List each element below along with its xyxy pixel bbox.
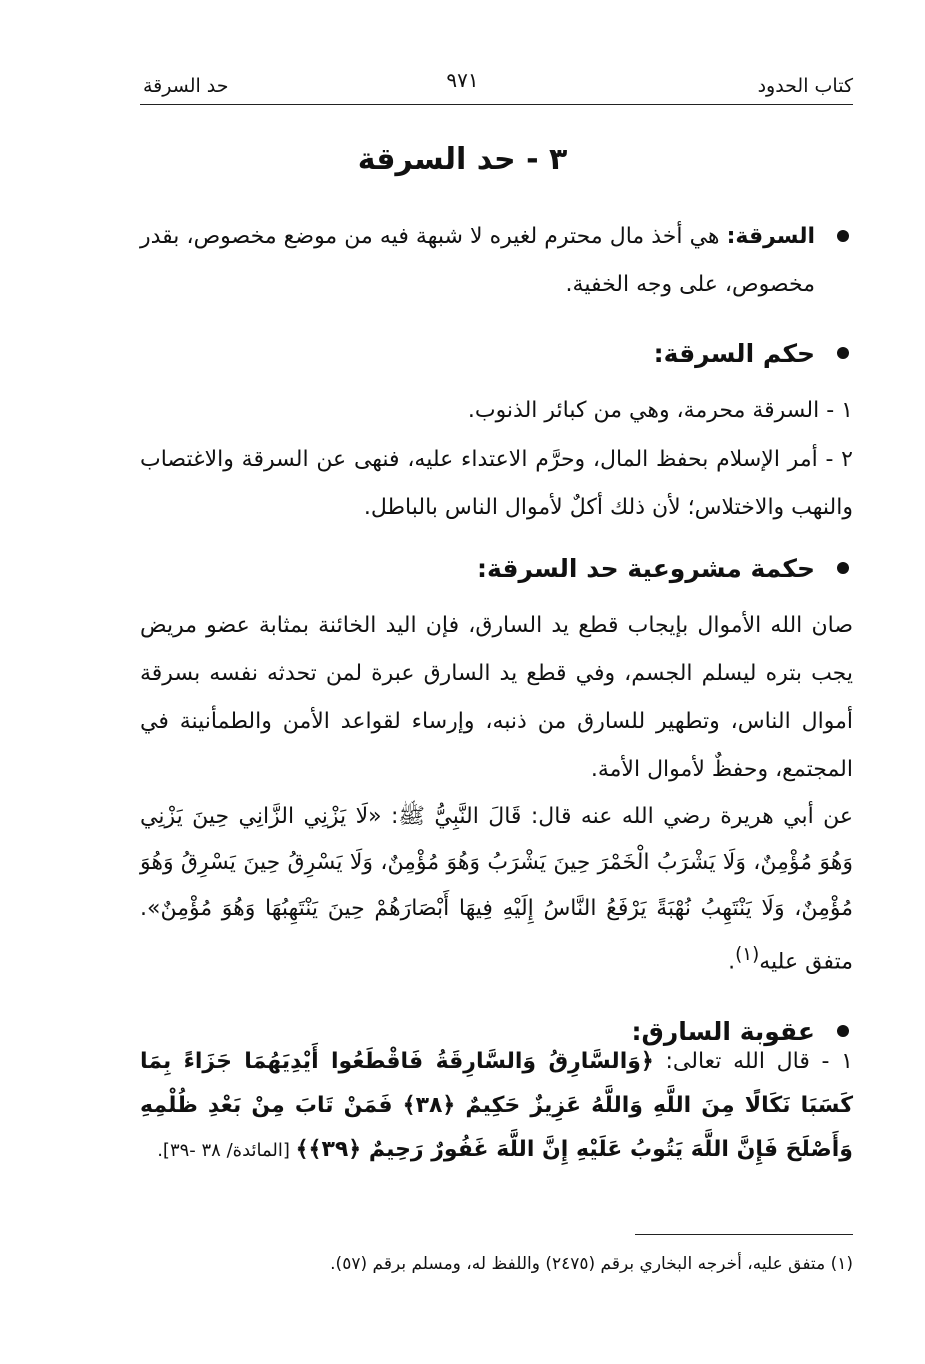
punishment-item-1 xyxy=(140,1040,853,1173)
header-divider xyxy=(140,104,853,105)
hadith-text: عن أبي هريرة رضي الله عنه قال: قَالَ النَّبِيُّ ﷺ: «لَا يَزْنِي الزَّانِي حِينَ يَزْنِي وَهُوَ مُؤْمِنٌ، وَلَا يَشْرَبُ الْخَمْرَ حِينَ يَشْرَبُ وَهُوَ مُؤْمِنٌ، وَلَا يَسْرِقُ حِينَ يَسْرِقُ وَهُوَ مُؤْمِنٌ، وَلَا يَنْتَهِبُ نُهْبَةً يَرْفَعُ النَّاسُ إِلَيْهِ فِيهَا أَبْصَارَهُمْ حِينَ يَنْتَهِبُهَا وَهُوَ مُؤْمِنٌ». متفق عليه xyxy=(140,804,853,975)
definition-term: السرقة: xyxy=(726,224,815,249)
definition-paragraph xyxy=(140,213,815,309)
quran-verse: ﴿وَالسَّارِقُ وَالسَّارِقَةُ فَاقْطَعُوا أَيْدِيَهُمَا جَزَاءً بِمَا كَسَبَا نَكَالًا مِنَ اللَّهِ وَاللَّهُ عَزِيزٌ حَكِيمٌ ﴿٣٨﴾ فَمَنْ تَابَ مِنْ بَعْدِ ظُلْمِهِ وَأَصْلَحَ فَإِنَّ اللَّهَ يَتُوبُ عَلَيْهِ إِنَّ اللَّهَ غَفُورٌ رَحِيمٌ ﴿٣٩﴾﴾ xyxy=(140,1049,853,1162)
bullet-icon xyxy=(837,230,849,242)
running-header-section-title: حد السرقة xyxy=(143,75,229,97)
footnote-divider xyxy=(635,1234,853,1235)
bullet-icon xyxy=(837,347,849,359)
running-header-book-title: كتاب الحدود xyxy=(757,75,853,97)
wisdom-paragraph: صان الله الأموال بإيجاب قطع يد السارق، فإن اليد الخائنة بمثابة عضو مريض يجب بتره ليسلم الجسم، وفي قطع يد السارق عبرة لمن تحدثه نفسه بسرقة أموال الناس، وتطهير للسارق من ذنبه، وإرساء لقواعد الأمن والطمأنينة في المجتمع، وحفظٌ لأموال الأمة. xyxy=(140,613,853,782)
bullet-icon xyxy=(837,1025,849,1037)
footnote-marker: (١) xyxy=(735,944,760,965)
hadith-paragraph: عن أبي هريرة رضي الله عنه قال: قَالَ النَّبِيُّ ﷺ: «لَا يَزْنِي الزَّانِي حِينَ يَزْنِي وَهُوَ مُؤْمِنٌ، وَلَا يَشْرَبُ الْخَمْرَ حِينَ يَشْرَبُ وَهُوَ مُؤْمِنٌ، وَلَا يَسْرِقُ حِينَ يَسْرِقُ وَهُوَ مُؤْمِنٌ، وَلَا يَنْتَهِبُ نُهْبَةً يَرْفَعُ النَّاسُ إِلَيْهِ فِيهَا أَبْصَارَهُمْ حِينَ يَنْتَهِبُهَا وَهُوَ مُؤْمِنٌ». متفق عليه$^{(١)}$. xyxy=(140,804,853,975)
footnote: (١) متفق عليه، أخرجه البخاري برقم (٢٤٧٥) واللفظ له، ومسلم برقم (٥٧). xyxy=(330,1254,853,1274)
definition-text: هي أخذ مال محترم لغيره لا شبهة فيه من موضع مخصوص، بقدر مخصوص، على وجه الخفية. xyxy=(140,224,815,297)
ruling-item-1: ١ - السرقة محرمة، وهي من كبائر الذنوب. xyxy=(467,398,853,423)
ruling-item-2: ٢ - أمر الإسلام بحفظ المال، وحرَّم الاعتداء عليه، فنهى عن السرقة والاغتصاب والنهب والاختلاس؛ لأن ذلك أكلٌ لأموال الناس بالباطل. xyxy=(140,447,853,520)
verse-reference: [المائدة/ ٣٨ -٣٩]. xyxy=(157,1140,296,1161)
punishment-heading: عقوبة السارق: xyxy=(631,1017,815,1046)
page-number: ٩٧١ xyxy=(446,68,479,92)
ruling-heading: حكم السرقة: xyxy=(653,339,815,368)
wisdom-heading: حكمة مشروعية حد السرقة: xyxy=(477,554,815,583)
chapter-title: ٣ - حد السرقة xyxy=(357,142,568,177)
bullet-icon xyxy=(837,562,849,574)
punishment-item-prefix: ١ - قال الله تعالى: xyxy=(653,1049,853,1074)
